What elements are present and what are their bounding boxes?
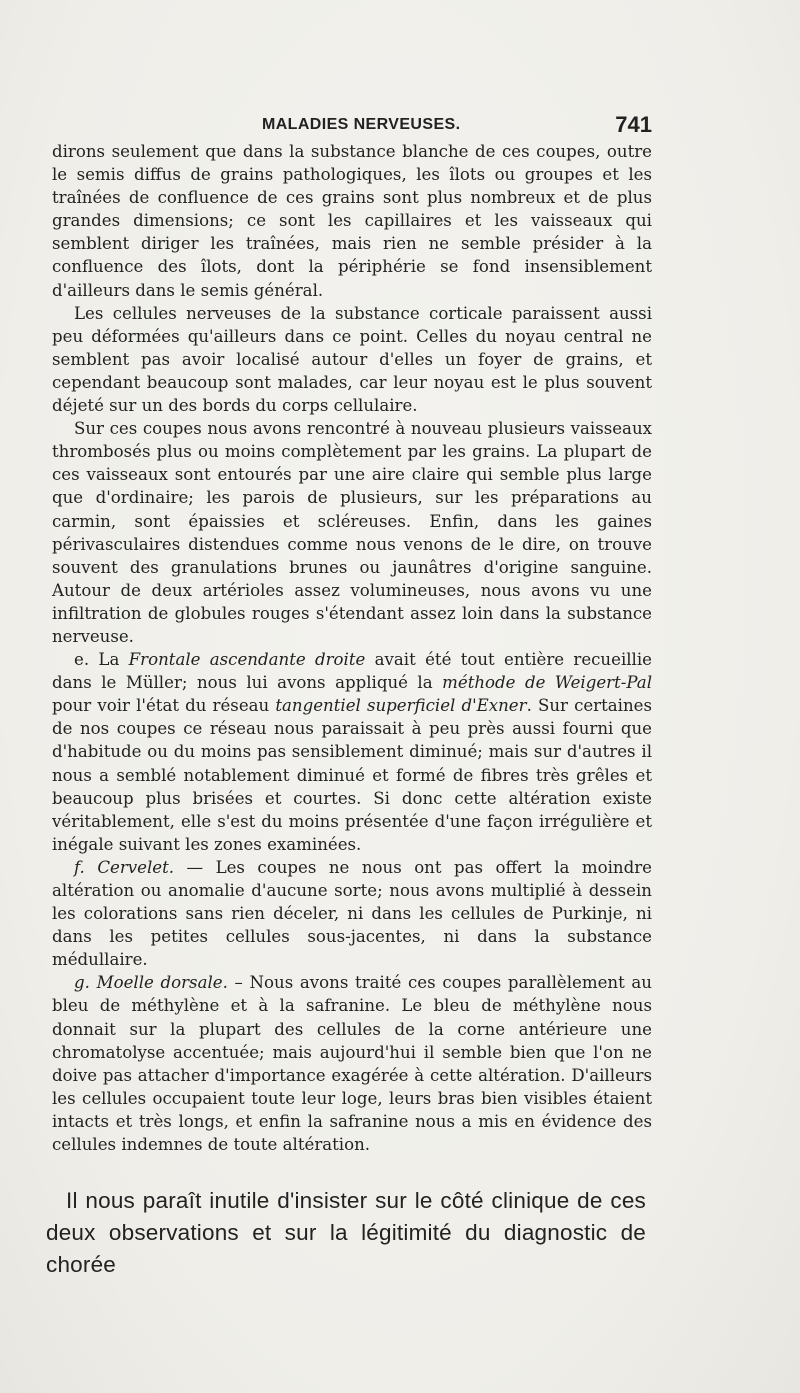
term-frontale-ascendante: Frontale ascendante droite [128, 650, 366, 670]
term-methode-weigert-pal: méthode de Weigert-Pal [442, 673, 653, 693]
page-number: 741 [615, 112, 652, 137]
section-title-moelle-dorsale: Moelle dorsale. [96, 973, 228, 993]
running-title: MALADIES NERVEUSES. [262, 116, 461, 133]
section-title-cervelet: Cervelet. [97, 857, 175, 877]
paragraph-cellules-nerveuses: Les cellules nerveuses de la substance corticale paraissent aussi peu déformées qu'ailleurs dans ce point. Celles du noyau central ne semblent pas avoir localisé autour d'elles un foyer de grains, et cependant beaucoup sont malades, car leur noyau est le plus souvent déjeté sur un des bords du corps cellulaire. [52, 303, 652, 416]
section-label-f: f. [74, 857, 85, 877]
page-header [52, 112, 652, 142]
section-label-g: g. [74, 973, 90, 993]
paragraph-frontale: e. La Frontale ascendante droite avait été tout entière recueillie dans le Müller; nous lui avons appliqué la méthode de Weigert-Pal pour voir l'état du réseau tangentiel superficiel d'Exner. Sur certaines de nos coupes ce réseau nous paraissait à peu près aussi fourni que d'habitude ou du moins pas sensiblement diminué; mais sur d'autres il nous a semblé notablement diminué et formé de fibres très grêles et beaucoup plus brisées et courtes. Si donc cette altération existe véritablement, elle s'est du moins présentée d'une façon irrégulière et inégale suivant les zones examinées. [52, 650, 653, 854]
paragraph-cervelet: f. Cervelet. — Les coupes ne nous ont pas offert la moindre altération ou anomalie d'aucune sorte; nous avons multiplié à dessein les colorations sans rien déceler, ni dans les cellules de Purkinje, ni dans les petites cellules sous-jacentes, ni dans la substance médullaire. [52, 857, 652, 970]
closing-paragraph: Il nous paraît inutile d'insister sur le côté clinique de ces deux observations et sur la légitimité du diagnostic de chorée [46, 1187, 646, 1277]
paragraph-continued: dirons seulement que dans la substance blanche de ces coupes, outre le semis diffus de grains pathologiques, les îlots ou groupes et les traînées de confluence de ces grains sont plus nombreux et de plus grandes dimensions; ce sont les capillaires et les vaisseaux qui semblent diriger les traînées, mais rien ne semble présider à la confluence des îlots, dont la périphérie se fond insensiblement d'ailleurs dans le semis général. [52, 142, 652, 300]
paragraph-moelle-dorsale: g. Moelle dorsale. – Nous avons traité ces coupes parallèlement au bleu de méthylène et à la safranine. Le bleu de méthylène nous donnait sur la plupart des cellules de la corne antérieure une chromatolyse accentuée; mais aujourd'hui il semble bien que l'on ne doive pas attacher d'importance exagérée à cette altération. D'ailleurs les cellules occupaient toute leur loge, leurs bras bien visibles étaient intacts et très longs, et enfin la safranine nous a mis en évidence des cellules indemnes de toute altération. [52, 973, 652, 1155]
body-text [52, 140, 652, 1156]
paragraph-vaisseaux: Sur ces coupes nous avons rencontré à nouveau plusieurs vaisseaux thrombosés plus ou moins complètement par les grains. La plupart de ces vaisseaux sont entourés par une aire claire qui semble plus large que d'ordinaire; les parois de plusieurs, sur les préparations au carmin, sont épaissies et scléreuses. Enfin, dans les gaines périvasculaires distendues comme nous venons de le dire, on trouve souvent des granulations brunes ou jaunâtres d'origine sanguine. Autour de deux artérioles assez volumineuses, nous avons vu une infiltration de globules rouges s'étendant assez loin dans la substance nerveuse. [52, 419, 652, 646]
term-reseau-exner: tangentiel superficiel d'Exner [275, 696, 527, 716]
section-label-e: e. [74, 650, 90, 670]
